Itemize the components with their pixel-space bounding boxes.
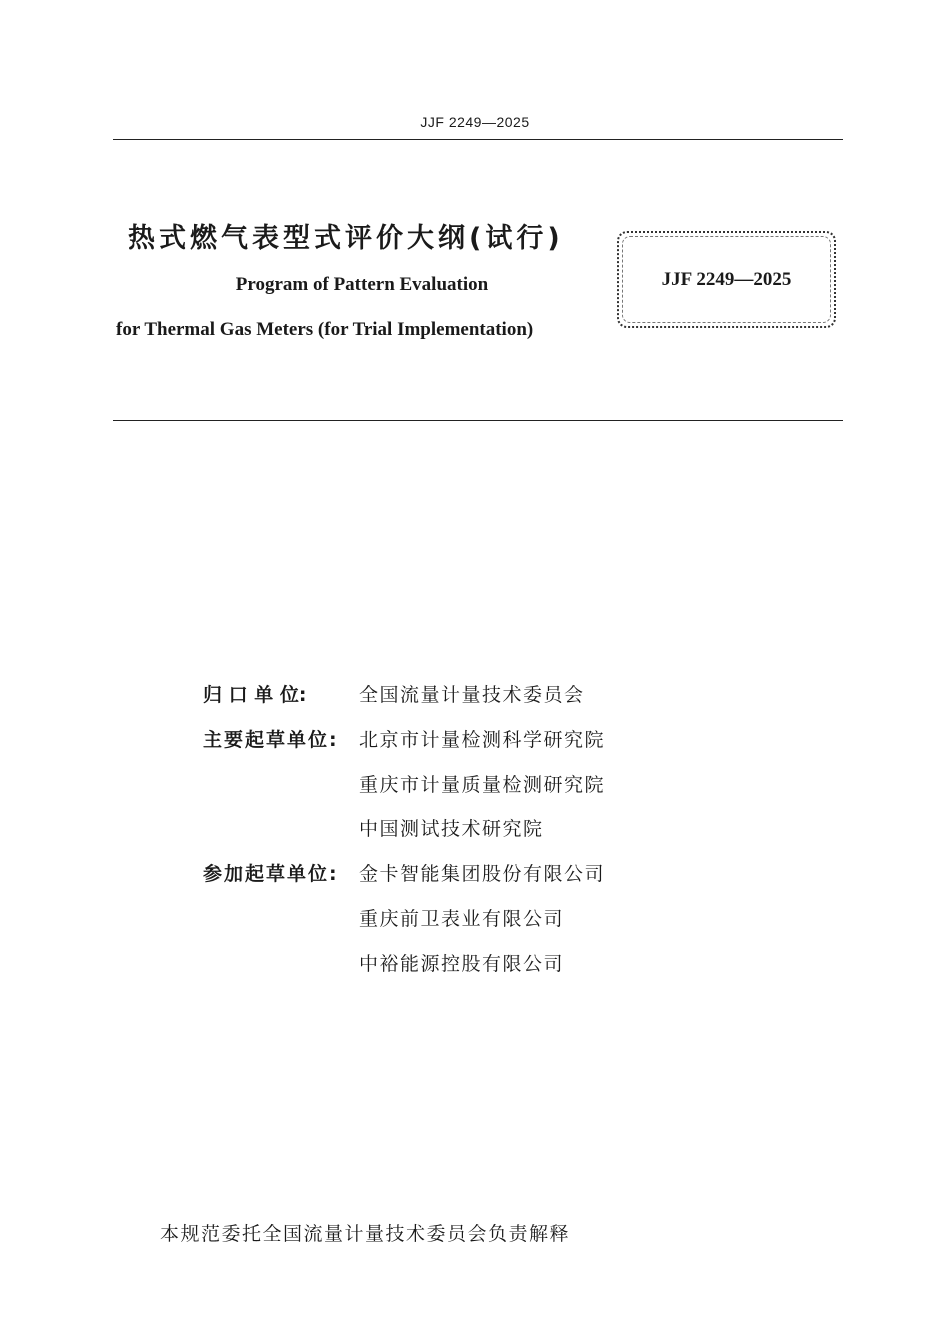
header-standard-code: JJF 2249—2025 — [420, 114, 530, 130]
title-english-line2: for Thermal Gas Meters (for Trial Implementation) — [116, 319, 534, 340]
participating-label: 参加起草单位: — [203, 863, 339, 885]
main-drafting-label: 主要起草单位: — [203, 729, 339, 751]
responsible-unit-label: 归 口 单 位: — [203, 684, 307, 706]
participating-unit-2: 重庆前卫表业有限公司 — [359, 908, 565, 930]
standard-code-box — [617, 231, 836, 328]
title-chinese: 热式燃气表型式评价大纲(试行) — [128, 223, 564, 254]
header-rule — [113, 139, 843, 140]
main-drafting-unit-3: 中国测试技术研究院 — [359, 818, 544, 840]
participating-unit-1: 金卡智能集团股份有限公司 — [359, 863, 606, 885]
code-box-text: JJF 2249—2025 — [661, 269, 792, 290]
main-drafting-unit-2: 重庆市计量质量检测研究院 — [359, 774, 606, 796]
interpretation-note: 本规范委托全国流量计量技术委员会负责解释 — [160, 1223, 571, 1245]
title-rule — [113, 420, 843, 421]
main-drafting-unit-1: 北京市计量检测科学研究院 — [359, 729, 606, 751]
participating-unit-3: 中裕能源控股有限公司 — [359, 953, 565, 975]
title-english-line1: Program of Pattern Evaluation — [235, 274, 489, 295]
responsible-unit-value: 全国流量计量技术委员会 — [359, 684, 585, 706]
